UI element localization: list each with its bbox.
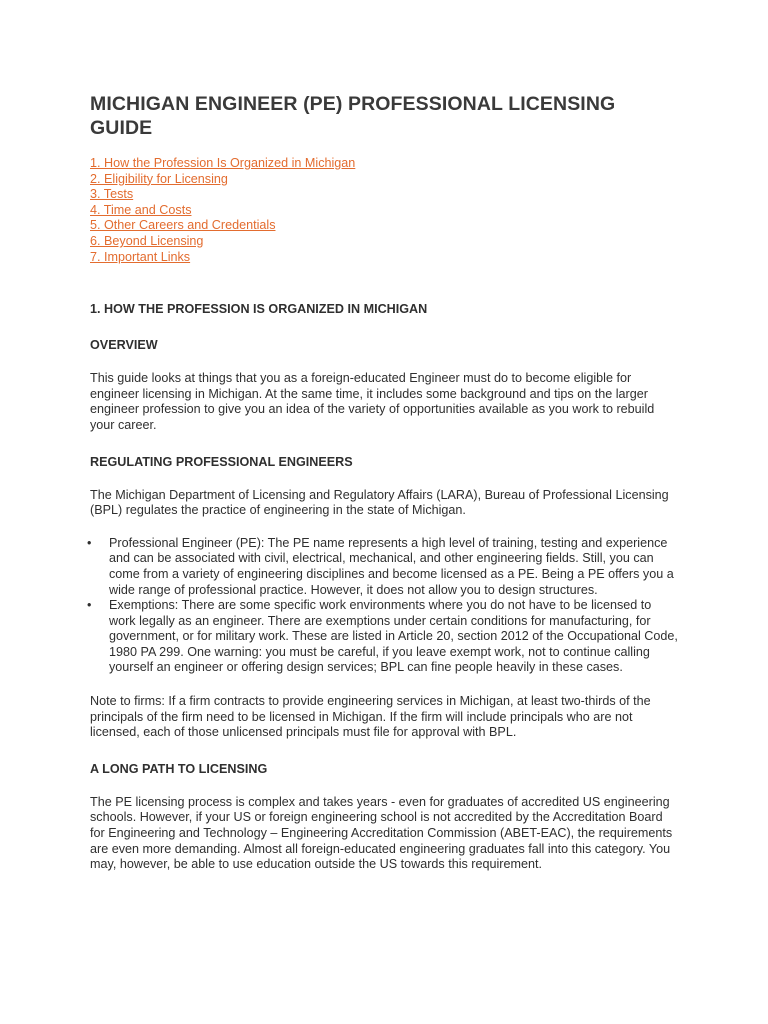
toc-link-other-careers[interactable]: 5. Other Careers and Credentials [90, 218, 276, 233]
toc-item [90, 218, 680, 234]
section-heading: 1. HOW THE PROFESSION IS ORGANIZED IN MICHIGAN [90, 302, 428, 317]
toc-link-tests[interactable]: 3. Tests [90, 187, 134, 202]
toc-link-beyond-licensing[interactable]: 6. Beyond Licensing [90, 233, 204, 248]
list-item [87, 598, 680, 676]
bullet-icon: • [87, 535, 92, 550]
toc-link-important-links[interactable]: 7. Important Links [90, 249, 191, 264]
toc-item [90, 250, 680, 266]
page-title: MICHIGAN ENGINEER (PE) PROFESSIONAL LICENSING GUIDE [90, 93, 616, 139]
toc-item [90, 203, 680, 219]
toc-link-profession[interactable]: 1. How the Profession Is Organized in Michigan [90, 156, 356, 170]
toc-link-time-costs[interactable]: 4. Time and Costs [90, 202, 192, 217]
toc-item [90, 156, 680, 172]
toc-item [90, 172, 680, 188]
toc-link-eligibility[interactable]: 2. Eligibility for Licensing [90, 171, 228, 186]
overview-heading: OVERVIEW [90, 338, 158, 353]
toc-item [90, 187, 680, 203]
bullet-list [87, 535, 680, 676]
list-item-text: Professional Engineer (PE): The PE name represents a high level of training, testing and experience and can be associated with civil, electrical, mechanical, and other engineering fields. Still, you can come from a variety of engineering disciplines and become licensed as a PE. Being a PE offers you a wide range of professional practice. However, it does not allow you to design structures. [109, 535, 674, 597]
overview-paragraph: This guide looks at things that you as a foreign-educated Engineer must do to become eligible for engineer licensing in Michigan. At the same time, it includes some background and tips on the larger engineer profession to give you an idea of the variety of opportunities available as you work to rebuild your career. [90, 371, 655, 432]
list-item-text: Exemptions: There are some specific work environments where you do not have to be licensed to work legally as an engineer. There are exemptions under certain conditions for manufacturing, for government, or for military work. These are listed in Article 20, section 2012 of the Occupational Code, 1980 PA 299. One warning: you must be careful, if you leave exempt work, not to continue calling yourself an engineer or offering design services; BPL can fine people heavily in these cases. [109, 598, 678, 675]
toc-item [90, 234, 680, 250]
document-page [87, 92, 680, 873]
path-heading: A LONG PATH TO LICENSING [90, 761, 268, 776]
path-paragraph: The PE licensing process is complex and takes years - even for graduates of accredited US engineering schools. However, if your US or foreign engineering school is not accredited by the Accreditation Board for Engineering and Technology – Engineering Accreditation Commission (ABET-EAC), the requirements are even more demanding. Almost all foreign-educated engineering graduates fall into this category. You may, however, be able to use education outside the US towards this requirement. [90, 794, 673, 872]
regulating-heading: REGULATING PROFESSIONAL ENGINEERS [90, 454, 353, 469]
table-of-contents [90, 156, 680, 265]
note-paragraph: Note to firms: If a firm contracts to provide engineering services in Michigan, at least two-thirds of the principals of the firm need to be licensed in Michigan. If the firm will include principals who are not licensed, each of those unlicensed principals must file for approval with BPL. [90, 694, 651, 740]
list-item [87, 535, 680, 598]
bullet-icon: • [87, 598, 92, 613]
regulating-paragraph: The Michigan Department of Licensing and Regulatory Affairs (LARA), Bureau of Professional Licensing (BPL) regulates the practice of engineering in the state of Michigan. [90, 487, 669, 518]
